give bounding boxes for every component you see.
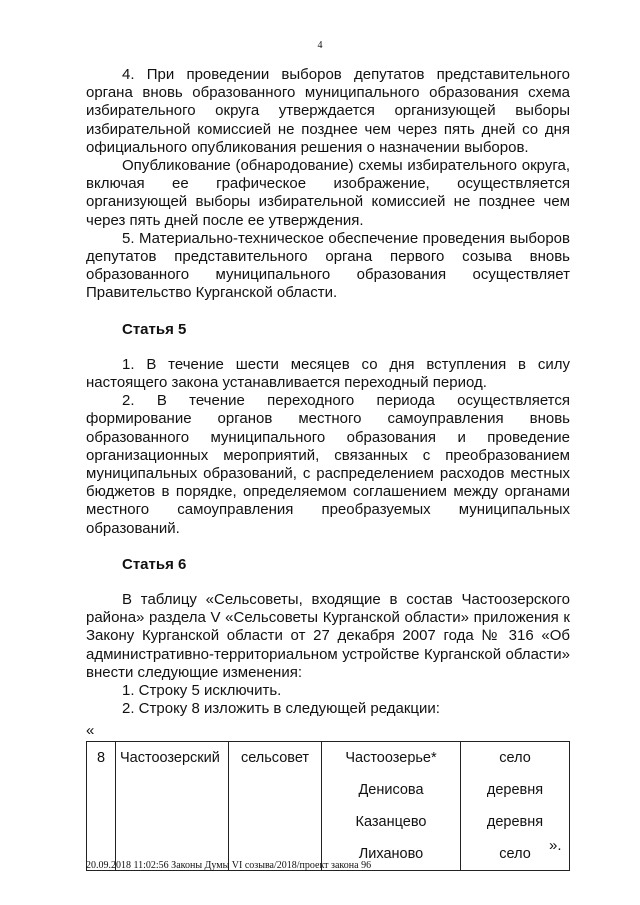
settlement-name: Казанцево: [355, 813, 427, 830]
article-5-paragraph-2: 2. В течение переходного периода осуществляется формирование органов местного самоуправления вновь образованного муниципального образования и проведение организационных мероприятий, связанных с преобразованием муниципальных образований, с распределением расходов местных бюджетов в порядке, определяемом соглашением между органами местного самоуправления преобразуемых муниципальных образований.: [86, 392, 570, 537]
row-number-cell: [87, 741, 116, 870]
table-row: [87, 741, 570, 870]
district-name: Частоозерский: [120, 749, 220, 766]
article-6-item-2: 2. Строку 8 изложить в следующей редакции:: [122, 700, 440, 718]
footer-path: 20.09.2018 11:02:56 Законы Думы VI созыва/2018/проект закона 96: [86, 860, 372, 871]
opening-quote: «: [86, 721, 95, 739]
article-6-item-1: 1. Строку 5 исключить.: [122, 682, 282, 700]
paragraph-4-schema-approval: 4. При проведении выборов депутатов представительного органа вновь образованного муниципального образования схема избирательного округа утверждается организующей выборы избирательной комиссией не позднее чем через пять дней со дня официального опубликования решения о назначении выборов.: [86, 66, 570, 156]
settlement-name: Частоозерье*: [345, 749, 437, 766]
settlement-kind: село: [499, 845, 531, 862]
settlement-name: Лиханово: [358, 845, 424, 862]
district-cell: [116, 741, 229, 870]
article-6-intro: В таблицу «Сельсоветы, входящие в состав Частоозерского района» раздела V «Сельсоветы Курганской области» приложения к Закону Курганской области от 27 декабря 2007 года № 316 «Об административно-территориальном устройстве Курганской области» внести следующие изменения:: [86, 591, 570, 681]
settlement-name: Денисова: [358, 781, 424, 798]
unit-type-cell: [229, 741, 322, 870]
paragraph-schema-publication: Опубликование (обнародование) схемы избирательного округа, включая ее графическое изображение, осуществляется организующей выборы избирательной комиссией не позднее чем через пять дней после ее утверждения.: [86, 157, 570, 229]
settlement-kind: деревня: [486, 813, 544, 830]
settlements-cell: [322, 741, 461, 870]
settlement-kind: деревня: [486, 781, 544, 798]
article-6-heading: Статья 6: [122, 555, 187, 573]
row-number: 8: [96, 749, 106, 766]
document-body: [86, 66, 570, 871]
article-5-heading: Статья 5: [122, 320, 187, 338]
article-5-paragraph-1: 1. В течение шести месяцев со дня вступления в силу настоящего закона устанавливается переходный период.: [86, 355, 570, 392]
unit-type: сельсовет: [240, 749, 310, 766]
settlement-kind: село: [499, 749, 531, 766]
amendment-table: [86, 741, 570, 871]
paragraph-5-logistics: 5. Материально-техническое обеспечение проведения выборов депутатов представительного органа первого созыва вновь образованного муниципального образования осуществляет Правительство Курганской области.: [86, 229, 570, 302]
page-number: 4: [317, 40, 323, 51]
closing-quote: ».: [549, 837, 562, 854]
